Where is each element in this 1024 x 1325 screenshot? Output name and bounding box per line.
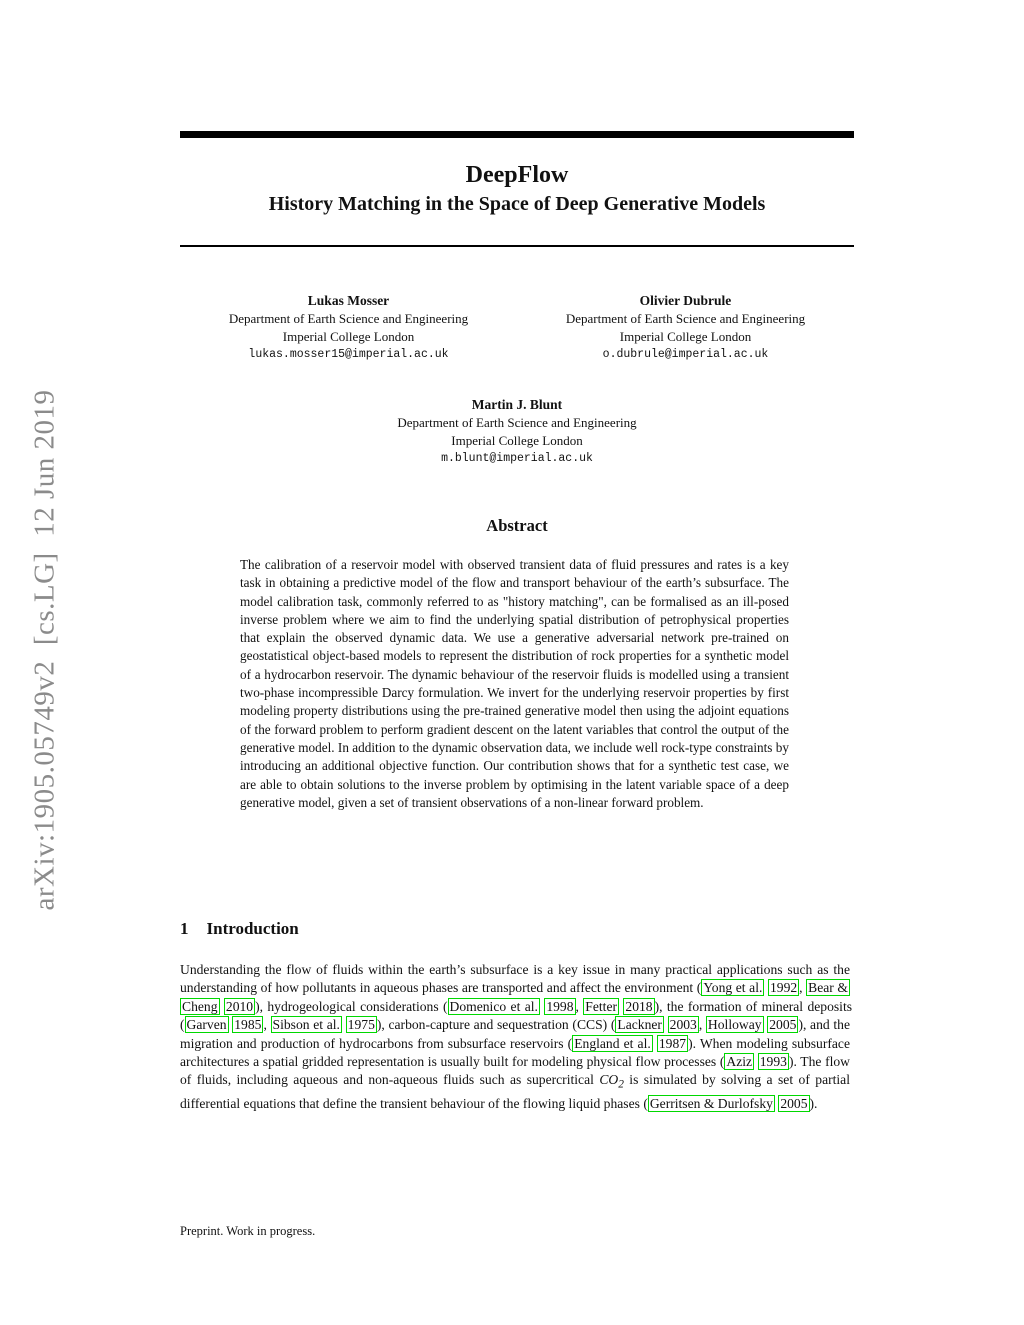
- body-text-segment: CO: [599, 1072, 619, 1088]
- citation-link[interactable]: Lackner: [617, 1017, 662, 1033]
- author-department: Department of Earth Science and Engineering: [228, 311, 469, 326]
- body-text-segment: ). The flow of fluids, including aqueous and non-aqueous fluids such as supercritical: [180, 1054, 850, 1088]
- author-department: Department of Earth Science and Engineering: [565, 311, 806, 326]
- body-text-segment: ,: [263, 1017, 271, 1033]
- citation-link[interactable]: England et al.: [574, 1035, 651, 1051]
- body-text-segment: ), and the migration and production of hydrocarbons from subsurface reservoirs (: [180, 1017, 850, 1051]
- citation-link[interactable]: Fetter: [585, 998, 618, 1014]
- abstract-heading: Abstract: [486, 516, 548, 535]
- author-email: o.dubrule@imperial.ac.uk: [602, 348, 769, 361]
- author-department: Department of Earth Science and Engineering: [397, 415, 637, 430]
- body-text-segment: ), carbon-capture and sequestration (CCS) (: [376, 1017, 616, 1033]
- citation-link[interactable]: 1975: [347, 1017, 375, 1033]
- top-rule: [180, 131, 854, 138]
- author-name: Lukas Mosser: [307, 293, 390, 308]
- citation-link[interactable]: Yong et al.: [703, 980, 763, 996]
- citation-link[interactable]: Holloway: [707, 1017, 762, 1033]
- citation-link[interactable]: 1998: [546, 998, 574, 1014]
- author-email: lukas.mosser15@imperial.ac.uk: [248, 348, 449, 361]
- section-number: 1: [180, 919, 189, 938]
- citation-link[interactable]: 2018: [625, 998, 653, 1014]
- author-block-1: [180, 292, 517, 364]
- author-name: Martin J. Blunt: [471, 397, 563, 412]
- citation-link[interactable]: 1993: [759, 1054, 787, 1070]
- body-text-segment: 2: [618, 1079, 624, 1092]
- preprint-footer: Preprint. Work in progress.: [180, 1224, 316, 1238]
- citation-link[interactable]: Aziz: [726, 1054, 753, 1070]
- citation-link[interactable]: 2003: [669, 1017, 697, 1033]
- body-text-segment: is simulated by solving a set of partial differential equations that define the transient behaviour of the flowing liquid phases (: [180, 1072, 850, 1111]
- abstract-text: The calibration of a reservoir model with observed transient data of fluid pressures and rates is a key task in obtaining a predictive model of the flow and transport behaviour of the earth’s subsurface. The model calibration task, commonly referred to as "history matching", can be formalised as an ill-posed inverse problem where we aim to find the underlying spatial distribution of petrophysical properties that explain the observed dynamic data. We use a generative adversarial network pre-trained on geostatistical object-based models to represent the distribution of rock properties for a synthetic model of a hydrocarbon reservoir. The dynamic behaviour of the reservoir fluids is modelled using a transient two-phase incompressible Darcy formulation. We invert for the underlying reservoir properties by first modeling property distributions using the pre-trained generative model then using the adjoint equations of the forward problem to perform gradient descent on the latent variables that control the output of the generative model. In addition to the dynamic observation data, we include well rock-type constraints by introducing an additional objective function. Our contribution shows that for a synthetic test case, we are able to obtain solutions to the inverse problem by optimising in the latent variable space of a deep generative model, given a set of transient observations of a non-linear forward problem.: [240, 557, 789, 810]
- body-text-segment: ,: [698, 1017, 706, 1033]
- introduction-paragraph: [180, 961, 853, 1113]
- paper-title: DeepFlow: [465, 162, 569, 188]
- author-institution: Imperial College London: [282, 329, 415, 344]
- body-text-segment: Understanding the flow of fluids within the earth’s subsurface is a key issue in many practical applications such as the understanding of how pollutants in aqueous phases are transported and affect the environment (: [180, 962, 850, 996]
- body-text-segment: ), the formation of mineral deposits (: [180, 998, 853, 1033]
- author-email: m.blunt@imperial.ac.uk: [441, 452, 593, 465]
- body-text-segment: ).: [809, 1095, 818, 1111]
- citation-link[interactable]: Sibson et al.: [272, 1017, 340, 1033]
- section-heading-introduction: [180, 919, 299, 939]
- author-institution: Imperial College London: [619, 329, 752, 344]
- citation-link[interactable]: Domenico et al.: [449, 998, 538, 1014]
- citation-link[interactable]: Garven: [186, 1017, 227, 1033]
- citation-link[interactable]: 1985: [234, 1017, 262, 1033]
- section-title: Introduction: [206, 919, 299, 938]
- citation-link[interactable]: 2005: [769, 1017, 797, 1033]
- paper-subtitle: History Matching in the Space of Deep Generative Models: [268, 192, 766, 215]
- body-text-segment: ), hydrogeological considerations (: [255, 998, 448, 1014]
- title-rule: [180, 245, 854, 247]
- citation-link[interactable]: 1992: [769, 980, 798, 996]
- author-name: Olivier Dubrule: [639, 293, 732, 308]
- authors-row: [180, 292, 854, 364]
- author-block-2: [517, 292, 854, 364]
- citation-link[interactable]: 2005: [780, 1095, 808, 1111]
- citation-link[interactable]: Gerritsen & Durlofsky: [649, 1095, 773, 1111]
- body-text-segment: ,: [575, 998, 584, 1014]
- author-institution: Imperial College London: [451, 433, 583, 448]
- citation-link[interactable]: Bear & Cheng: [182, 980, 848, 1014]
- citation-link[interactable]: 2010: [225, 998, 254, 1014]
- author-block-3: [180, 396, 854, 468]
- body-text-segment: ). When modeling subsurface architectures a spatial gridded representation is usually built for modeling physical flow processes (: [180, 1035, 850, 1070]
- body-text-segment: ,: [799, 980, 807, 996]
- citation-link[interactable]: 1987: [658, 1035, 687, 1051]
- title-block: [180, 162, 854, 216]
- arxiv-watermark: arXiv:1905.05749v2 [cs.LG] 12 Jun 2019: [28, 389, 61, 911]
